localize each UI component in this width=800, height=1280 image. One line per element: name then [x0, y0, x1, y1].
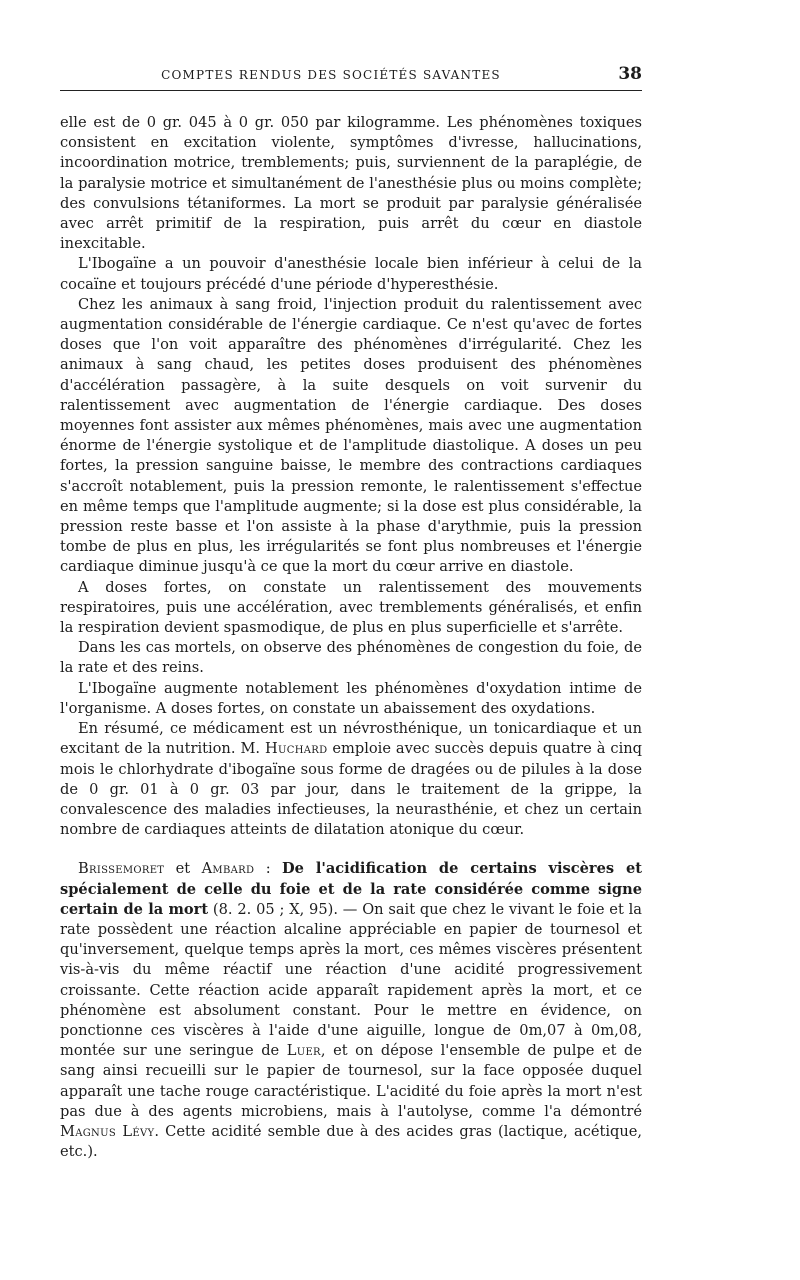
- paragraph: L'Ibogaïne a un pouvoir d'anesthésie locale bien inférieur à celui de la cocaïne et toujours précédé d'une période d'hyperesthésie.: [60, 255, 642, 293]
- paragraph: A doses fortes, on constate un ralentissement des mouvements respiratoires, puis une accélération, avec tremblements généralisés, et enfin la respiration devient spasmodique, de plus en plus superficielle et s'arrête.: [60, 578, 642, 637]
- abstract-reference: (8. 2. 05 ; X, 95). —: [208, 900, 363, 918]
- resume-paragraph: [60, 719, 642, 840]
- paragraph: Chez les animaux à sang froid, l'injection produit du ralentissement avec augmentation considérable de l'énergie cardiaque. Ce n'est qu'avec de fortes doses que l'on voit apparaître des phénomènes d'irrégularité. Chez les animaux à sang chaud, les petites doses produisent des phénomènes d'accélération passagère, à la suite desquels on voit survenir du ralentissement avec augmentation de l'énergie cardiaque. Des doses moyennes font assister aux mêmes phénomènes, mais avec une augmentation énorme de l'énergie systolique et de l'amplitude diastolique. A doses un peu fortes, la pression sanguine baisse, le membre des contractions cardiaques s'accroît notablement, puis la pression remonte, le ralentissement s'effectue en même temps que l'amplitude augmente; si la dose est plus considérable, la pression reste basse et l'on assiste à la phase d'arythmie, puis la pression tombe de plus en plus, les irrégularités se font plus nombreuses et l'énergie cardiaque diminue jusqu'à ce que la mort du cœur arrive en diastole.: [60, 295, 642, 576]
- author-name: Brissemoret: [78, 860, 165, 878]
- paragraph: L'Ibogaïne augmente notablement les phénomènes d'oxydation intime de l'organisme. A doses fortes, on constate un abaissement des oxydations.: [60, 679, 642, 717]
- document-page: [60, 60, 642, 1162]
- conjunction: et: [164, 860, 202, 878]
- abstract-text: , et on dépose l'ensemble de pulpe et de sang ainsi recueilli sur le papier de tournesol, sur la face opposée duquel apparaît une tache rouge caractéristique. L'acidité du foie après la mort n'est pas due à des agents microbiens, mais à l'autolyse, comme l'a démontré: [60, 1042, 642, 1120]
- section-gap: [60, 840, 642, 859]
- running-title: COMPTES RENDUS DES SOCIÉTÉS SAVANTES: [161, 68, 501, 82]
- separator: :: [254, 860, 283, 878]
- abstract-title: De l'acidification de certains viscères et spécialement de celle du foie et de la rate considérée comme signe certain de la mort: [60, 860, 642, 918]
- page-header: [60, 60, 642, 91]
- author-name: Huchard: [265, 740, 328, 758]
- author-name: Luer: [286, 1042, 321, 1060]
- abstract-paragraph: [60, 859, 642, 1162]
- author-name: Ambard: [201, 860, 255, 878]
- resume-text-after: emploie avec succès depuis quatre à cinq mois le chlorhydrate d'ibogaïne sous forme de dragées ou de pilules à la dose de 0 gr. 01 à 0 gr. 03 par jour, dans le traitement de la grippe, la convalescence des maladies infectieuses, la neurasthénie, et chez un certain nombre de cardiaques atteints de dilatation atonique du cœur.: [60, 740, 642, 839]
- paragraph: elle est de 0 gr. 045 à 0 gr. 050 par kilogramme. Les phénomènes toxiques consistent en excitation violente, symptômes d'ivresse, hallucinations, incoordination motrice, tremblements; puis, surviennent de la paraplégie, de la paralysie motrice et simultanément de l'anesthésie plus ou moins complète; des convulsions tétaniformes. La mort se produit par paralysie généralisée avec arrêt primitif de la respiration, puis arrêt du cœur en diastole inexcitable.: [60, 114, 642, 253]
- author-name: Magnus Lévy: [60, 1122, 155, 1140]
- abstract-text: . Cette acidité semble due à des acides gras (lactique, acétique, etc.).: [60, 1122, 643, 1161]
- abstract-text: On sait que chez le vivant le foie et la rate possèdent une réaction alcaline appréciable en papier de tournesol et qu'inversement, quelque temps après la mort, ces mêmes viscères présentent vis-à-vis du même réactif une réaction d'une acidité progressivement croissante. Cette réaction acide apparaît rapidement après la mort, et ce phénomène est absolument constant. Pour le mettre en évidence, on ponctionne ces viscères à l'aide d'une aiguille, longue de 0m,07 à 0m,08, montée sur une seringue de: [60, 900, 642, 1060]
- page-number: 38: [618, 64, 642, 84]
- resume-text-before: En résumé, ce médicament est un névrosthénique, un tonicardiaque et un excitant de la nutrition. M.: [60, 720, 642, 758]
- body-text: [60, 113, 642, 1162]
- paragraph: Dans les cas mortels, on observe des phénomènes de congestion du foie, de la rate et des reins.: [60, 639, 642, 677]
